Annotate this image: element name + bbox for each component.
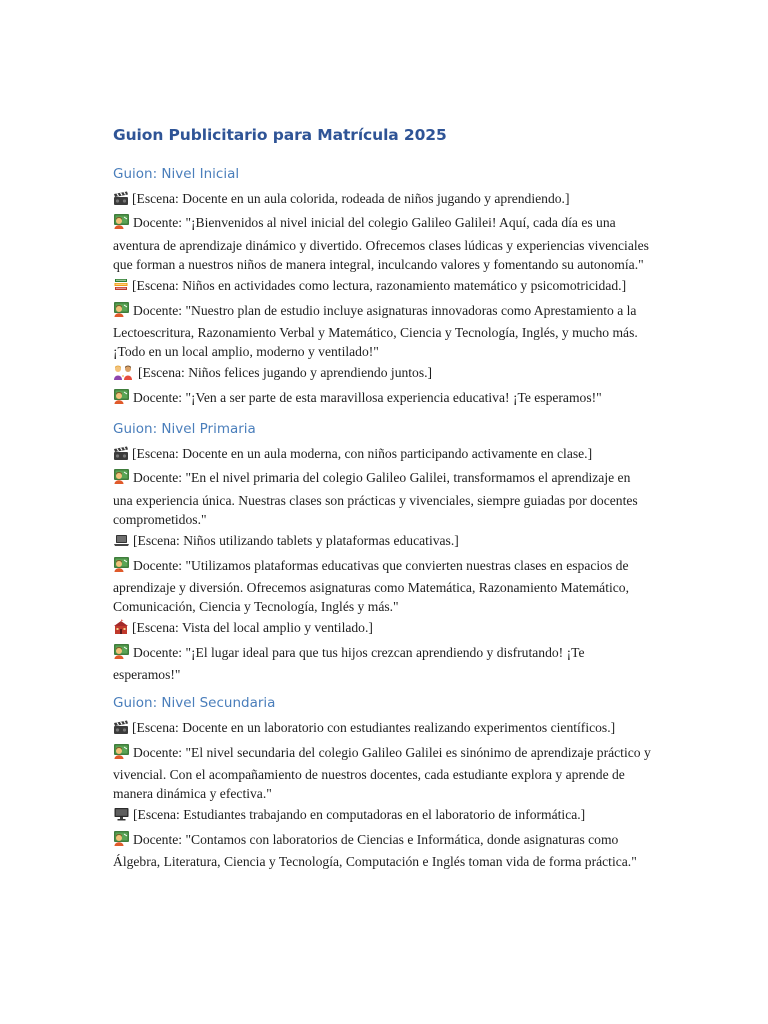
laptop-icon [113, 532, 130, 553]
script-line-text: [Escena: Niños en actividades como lectura, razonamiento matemático y psicomotricidad.] [132, 278, 627, 294]
children-icon [113, 364, 135, 385]
script-line [113, 276, 653, 298]
script-line [113, 301, 653, 362]
script-line-text: Docente: "¡El lugar ideal para que tus hijos crezcan aprendiendo y disfrutando! ¡Te esperamos!" [113, 644, 585, 682]
script-line [113, 805, 653, 827]
script-line [113, 213, 653, 274]
script-line-text: Docente: "Utilizamos plataformas educativas que convierten nuestras clases en espacios de aprendizaje y diversión. Ofrecemos asignaturas como Matemática, Razonamiento Matemático, Comunicación, Ciencia y Tecnología, Inglés y más." [113, 557, 629, 614]
clapper-icon [113, 719, 129, 740]
script-line [113, 388, 653, 410]
teacher-icon [113, 388, 130, 410]
document-body [113, 124, 653, 880]
script-line [113, 468, 653, 529]
script-line [113, 618, 653, 640]
script-line-text: Docente: "¡Ven a ser parte de esta maravillosa experiencia educativa! ¡Te esperamos!" [133, 389, 602, 405]
section-heading: Guion: Nivel Inicial [113, 166, 240, 182]
script-line-text: [Escena: Estudiantes trabajando en computadoras en el laboratorio de informática.] [133, 807, 586, 823]
script-line-text: [Escena: Docente en un aula colorida, rodeada de niños jugando y aprendiendo.] [132, 191, 570, 206]
teacher-icon [113, 743, 130, 765]
clapper-icon [113, 445, 129, 466]
script-line [113, 556, 653, 617]
script-section [113, 693, 653, 871]
script-line [113, 830, 653, 871]
script-line-text: Docente: "En el nivel primaria del colegio Galileo Galilei, transformamos el aprendizaje en una experiencia única. Nuestras clases son prácticas y vivenciales, siempre guiadas por docentes comprometidos." [113, 470, 638, 527]
clapper-icon [113, 190, 129, 211]
teacher-icon [113, 301, 130, 323]
teacher-icon [113, 556, 130, 578]
script-line [113, 531, 653, 553]
script-line-text: Docente: "¡Bienvenidos al nivel inicial del colegio Galileo Galilei! Aquí, cada día es una aventura de aprendizaje dinámico y divertido. Ofrecemos clases lúdicas y experiencias vivenciales que forman a nuestros niños de manera integral, inculcando valores y fomentando su autonomía." [113, 215, 649, 272]
script-line-text: Docente: "Contamos con laboratorios de Ciencias e Informática, donde asignaturas como Álgebra, Literatura, Ciencia y Tecnología, Computación e Inglés toman vida de forma práctica." [113, 831, 637, 869]
script-line-text: [Escena: Niños utilizando tablets y plataformas educativas.] [133, 533, 459, 549]
teacher-icon [113, 468, 130, 490]
desktop-icon [113, 806, 130, 827]
school-icon [113, 619, 129, 640]
section-heading: Guion: Nivel Secundaria [113, 695, 276, 712]
books-icon [113, 277, 129, 298]
script-line-text: [Escena: Docente en un laboratorio con estudiantes realizando experimentos científicos.] [132, 720, 616, 736]
script-line [113, 444, 653, 466]
script-line [113, 718, 653, 740]
teacher-icon [113, 643, 130, 665]
script-sections [113, 164, 653, 871]
section-heading: Guion: Nivel Primaria [113, 420, 256, 437]
script-line [113, 743, 653, 804]
script-line-text: [Escena: Vista del local amplio y ventilado.] [132, 620, 373, 636]
script-line [113, 643, 653, 684]
script-line-text: Docente: "Nuestro plan de estudio incluye asignaturas innovadoras como Aprestamiento a la Lectoescritura, Razonamiento Verbal y Matemático, Ciencia y Tecnología, Inglés, y mucho más. ¡Todo en un local amplio, moderno y ventilado!" [113, 302, 638, 359]
script-section [113, 419, 653, 684]
script-line [113, 189, 653, 211]
script-line-text: [Escena: Docente en un aula moderna, con niños participando activamente en clase.] [132, 445, 593, 461]
script-line [113, 363, 653, 385]
teacher-icon [113, 830, 130, 852]
script-line-text: Docente: "El nivel secundaria del colegio Galileo Galilei es sinónimo de aprendizaje práctico y vivencial. Con el acompañamiento de nuestros docentes, cada estudiante explora y aprende de manera dinámica y efectiva." [113, 744, 651, 801]
script-line-text: [Escena: Niños felices jugando y aprendiendo juntos.] [138, 365, 433, 381]
document-title: Guion Publicitario para Matrícula 2025 [113, 126, 447, 144]
script-section [113, 164, 653, 410]
teacher-icon [113, 213, 130, 235]
